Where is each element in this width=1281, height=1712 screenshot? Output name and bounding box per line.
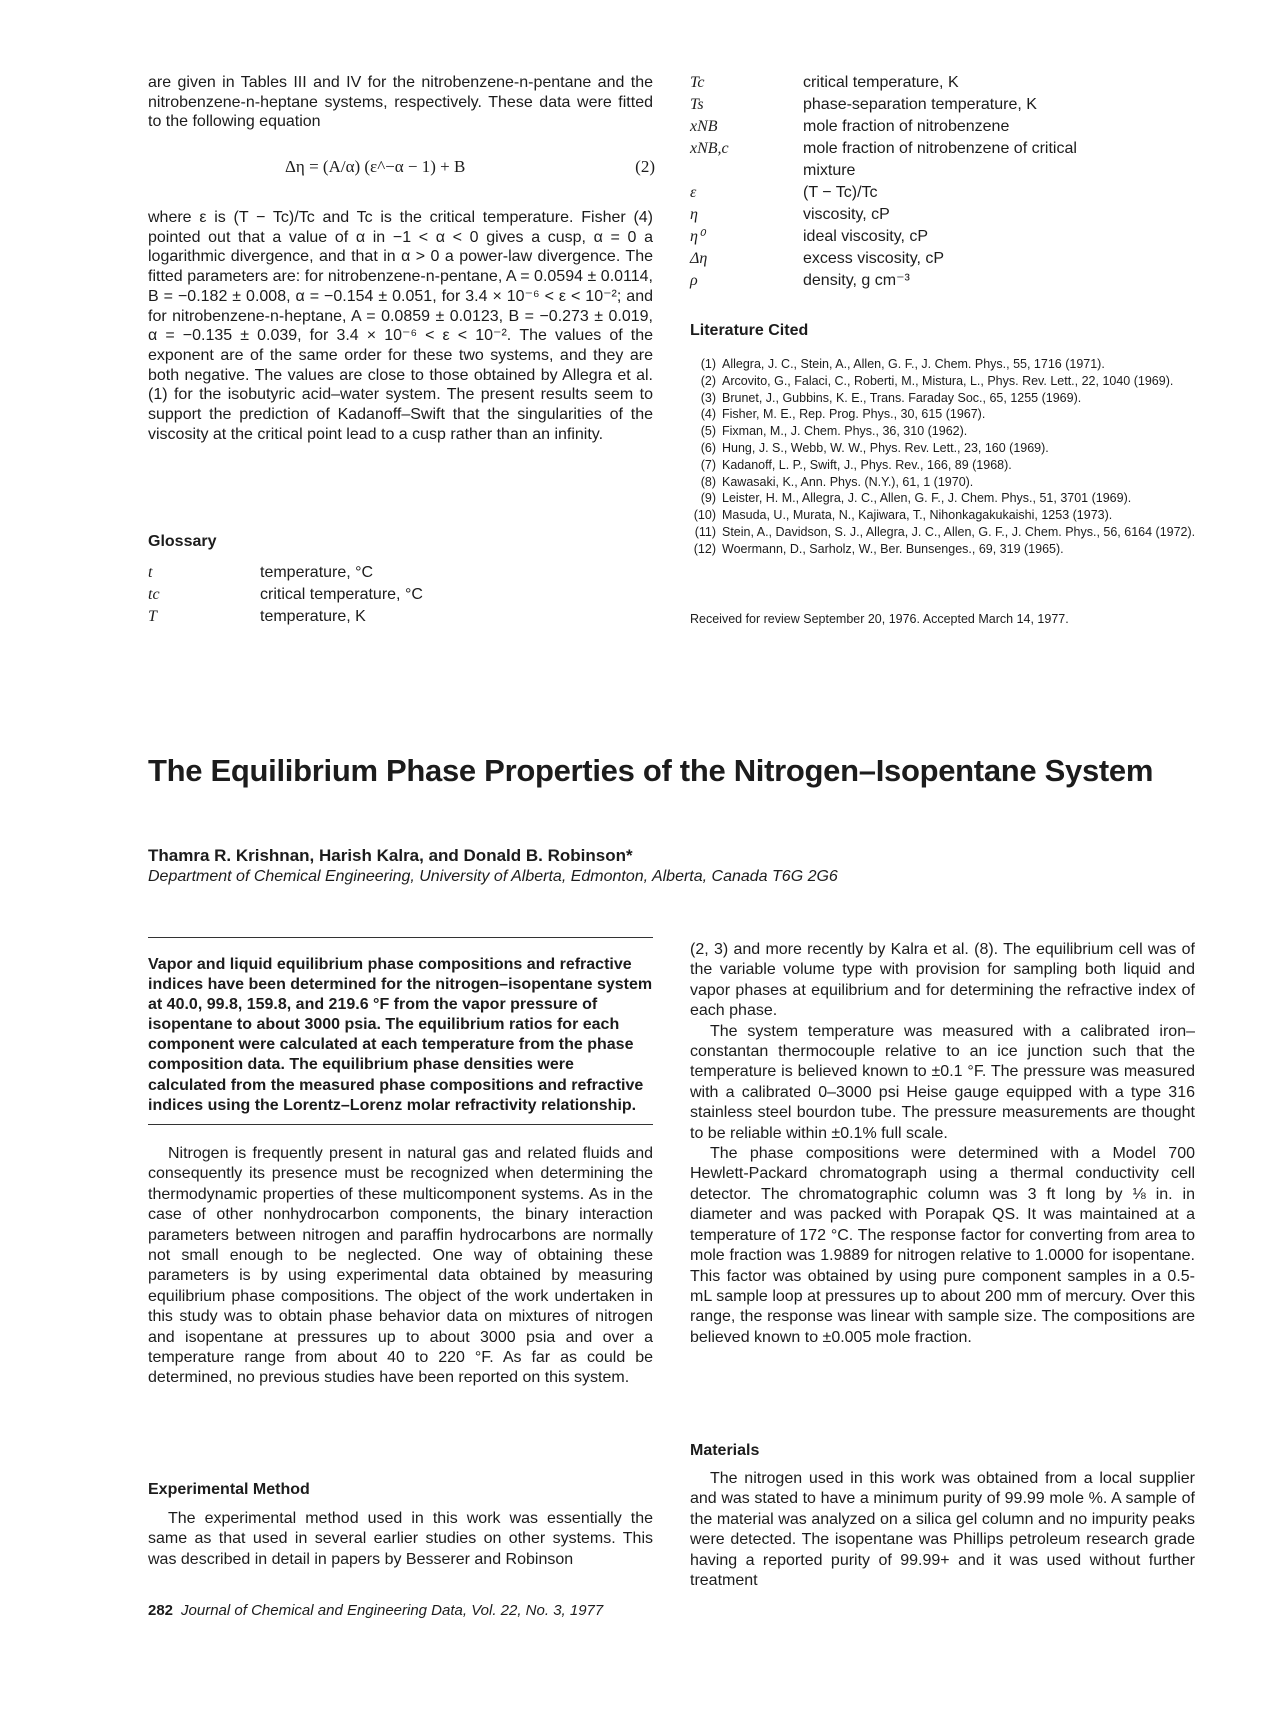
glossary-definition: mole fraction of nitrobenzene: [803, 118, 1010, 135]
journal-citation: Journal of Chemical and Engineering Data, Vol. 22, No. 3, 1977: [181, 1602, 604, 1619]
glossary-definition: temperature, °C: [260, 564, 374, 581]
glossary-definition: phase-separation temperature, K: [803, 96, 1037, 113]
reference-number: (4): [700, 407, 716, 422]
reference-item: [683, 356, 1198, 373]
reference-item: [683, 406, 1198, 423]
reference-text: Kadanoff, L. P., Swift, J., Phys. Rev., 166, 89 (1968).: [722, 457, 1012, 472]
reference-text: Kawasaki, K., Ann. Phys. (N.Y.), 61, 1 (1970).: [722, 474, 974, 489]
left-column-parameters: [148, 208, 653, 444]
literature-list: [683, 356, 1198, 558]
glossary-symbol: ε: [690, 184, 697, 201]
glossary-symbol: tc: [148, 586, 160, 603]
reference-text: Woermann, D., Sarholz, W., Ber. Bunsenges., 69, 319 (1965).: [722, 541, 1064, 556]
glossary-definition: critical temperature, °C: [260, 586, 423, 603]
reference-text: Hung, J. S., Webb, W. W., Phys. Rev. Lett., 23, 160 (1969).: [722, 440, 1049, 455]
glossary-row: [690, 72, 1210, 94]
glossary-symbol: Δη: [690, 250, 708, 267]
reference-text: Brunet, J., Gubbins, K. E., Trans. Faraday Soc., 65, 1255 (1969).: [722, 390, 1082, 405]
reference-number: (5): [700, 424, 716, 439]
article-affiliation: Department of Chemical Engineering, University of Alberta, Edmonton, Alberta, Canada T6G 2G6: [148, 868, 838, 885]
reference-text: Arcovito, G., Falaci, C., Roberti, M., Mistura, L., Phys. Rev. Lett., 22, 1040 (1969).: [722, 373, 1174, 388]
equation-2: [285, 157, 655, 197]
left-column-top: [148, 73, 653, 132]
glossary-definition: (T − Tc)/Tc: [803, 184, 878, 201]
article-title: The Equilibrium Phase Properties of the Nitrogen–Isopentane System: [148, 753, 1154, 788]
literature-heading: Literature Cited: [690, 322, 809, 339]
glossary-definition: mole fraction of nitrobenzene of critical mixture: [803, 140, 1077, 179]
reference-number: (2): [700, 373, 716, 388]
parameters-paragraph: where ε is (T − Tc)/Tc and Tc is the critical temperature. Fisher (4) pointed out that a value of α in −1 < α < 0 gives a cusp, α = 0 a logarithmic divergence, and that in α > 0 a power-law divergence. The fitted parameters are: for nitrobenzene-n-pentane, A = 0.0594 ± 0.0114, B = −0.182 ± 0.008, α = −0.154 ± 0.051, for 3.4 × 10⁻⁶ < ε < 10⁻²; and for nitrobenzene-n-heptane, A = 0.0859 ± 0.0123, B = −0.273 ± 0.019, α = −0.135 ± 0.039, for 3.4 × 10⁻⁶ < ε < 10⁻². The values of the exponent are of the same order for these two systems, and they are both negative. The values are close to those obtained by Allegra et al. (1) for the isobutyric acid–water system. The present results seem to support the prediction of Kadanoff–Swift that the singularities of the viscosity at the critical point lead to a cusp rather than an infinity.: [148, 209, 653, 443]
introduction: [148, 1144, 653, 1389]
reference-item: [683, 474, 1198, 491]
reference-item: [683, 507, 1198, 524]
reference-item: [683, 490, 1198, 507]
glossary-row: [690, 182, 1210, 204]
glossary-right: [690, 72, 1210, 292]
experimental-continued: (2, 3) and more recently by Kalra et al. (8). The equilibrium cell was of the variable volume type with provision for sampling both liquid and vapor phases at equilibrium and for determining the refractive index of each phase.: [690, 941, 1195, 1020]
glossary-symbol: xNB: [690, 118, 718, 135]
glossary-row: [690, 138, 1210, 182]
reference-item: [683, 373, 1198, 390]
experimental-heading: Experimental Method: [148, 1481, 310, 1498]
glossary-left: [148, 562, 653, 628]
reference-item: [683, 524, 1198, 541]
glossary-row: [148, 584, 653, 606]
reference-number: (11): [694, 524, 716, 539]
glossary-heading: Glossary: [148, 533, 217, 550]
glossary-symbol: T: [148, 608, 157, 625]
article-authors: Thamra R. Krishnan, Harish Kalra, and Donald B. Robinson*: [148, 846, 633, 865]
glossary-symbol: η⁰: [690, 228, 705, 245]
chromatograph-paragraph: The phase compositions were determined with a Model 700 Hewlett-Packard chromatograph using a thermal conductivity cell detector. The chromatographic column was 3 ft long by ⅛ in. in diameter and was packed with Porapak QS. It was maintained at a temperature of 172 °C. The response factor for converting from area to mole fraction was 1.9889 for nitrogen relative to 1.0000 for isopentane. This factor was obtained by using pure component samples in a 0.5-mL sample loop at pressures up to about 200 mm of mercury. Over this range, the response was linear with sample size. The compositions are believed known to ±0.005 mole fraction.: [690, 1145, 1195, 1346]
glossary-row: [148, 606, 653, 628]
equation-expression: Δη = (A/α) (ε^−α − 1) + B: [285, 157, 466, 176]
abstract-bottom-rule: [148, 1124, 653, 1125]
glossary-symbol: ρ: [690, 272, 698, 289]
glossary-definition: temperature, K: [260, 608, 366, 625]
reference-text: Fisher, M. E., Rep. Prog. Phys., 30, 615 (1967).: [722, 407, 986, 422]
glossary-definition: excess viscosity, cP: [803, 250, 945, 267]
glossary-definition: density, g cm⁻³: [803, 272, 910, 289]
reference-text: Fixman, M., J. Chem. Phys., 36, 310 (1962).: [722, 424, 968, 439]
intro-paragraph: Nitrogen is frequently present in natural gas and related fluids and consequently its presence must be recognized when determining the thermodynamic properties of these multicomponent systems. As in the case of other nonhydrocarbon components, the binary interaction parameters between nitrogen and paraffin hydrocarbons are normally not small enough to be neglected. One way of obtaining these parameters is by using experimental data obtained by measuring equilibrium phase compositions. The object of the work undertaken in this study was to obtain phase behavior data on mixtures of nitrogen and isopentane at pressures up to about 3000 psia and over a temperature range from about 40 to 220 °F. As far as could be determined, no previous studies have been reported on this system.: [148, 1145, 653, 1387]
materials-heading: Materials: [690, 1442, 760, 1459]
reference-item: [683, 457, 1198, 474]
glossary-symbol: xNB,c: [690, 140, 729, 157]
reference-number: (9): [700, 491, 716, 506]
page-footer: [148, 1602, 603, 1619]
reference-text: Allegra, J. C., Stein, A., Allen, G. F., J. Chem. Phys., 55, 1716 (1971).: [722, 357, 1105, 371]
glossary-row: [690, 116, 1210, 138]
reference-number: (3): [700, 390, 716, 405]
abstract-top-rule: [148, 937, 653, 938]
materials: [690, 1469, 1195, 1591]
glossary-row: [690, 94, 1210, 116]
reference-number: (7): [700, 457, 716, 472]
glossary-symbol: t: [148, 564, 153, 581]
experimental-left: [148, 1509, 653, 1570]
reference-text: Stein, A., Davidson, S. J., Allegra, J. C., Allen, G. F., J. Chem. Phys., 56, 6164 (1972).: [722, 524, 1196, 539]
received-note: Received for review September 20, 1976. Accepted March 14, 1977.: [690, 612, 1069, 626]
reference-number: (12): [693, 541, 716, 556]
glossary-row: [690, 204, 1210, 226]
glossary-symbol: η: [690, 206, 698, 223]
glossary-row: [690, 248, 1210, 270]
experimental-right: [690, 940, 1195, 1348]
reference-number: (1): [700, 357, 716, 371]
experimental-paragraph: The experimental method used in this work was essentially the same as that used in several earlier studies on other systems. This was described in detail in papers by Besserer and Robinson: [148, 1510, 653, 1568]
glossary-definition: ideal viscosity, cP: [803, 228, 929, 245]
materials-paragraph: The nitrogen used in this work was obtained from a local supplier and was stated to have a minimum purity of 99.99 mole %. A sample of the material was analyzed on a silica gel column and no impurity peaks were detected. The isopentane was Phillips petroleum research grade having a reported purity of 99.99+ and it was used without further treatment: [690, 1470, 1195, 1590]
reference-number: (6): [700, 440, 716, 455]
abstract: Vapor and liquid equilibrium phase compositions and refractive indices have been determined for the nitrogen–isopentane system at 40.0, 99.8, 159.8, and 219.6 °F from the vapor pressure of isopentane to about 3000 psia. The equilibrium ratios for each component were calculated at each temperature from the phase composition data. The equilibrium phase densities were calculated from the measured phase compositions and refractive indices using the Lorentz–Lorenz molar refractivity relationship.: [148, 956, 653, 1114]
glossary-symbol: Ts: [690, 96, 704, 113]
glossary-definition: viscosity, cP: [803, 206, 890, 223]
reference-item: [683, 541, 1198, 558]
glossary-row: [148, 562, 653, 584]
glossary-symbol: Tc: [690, 74, 705, 91]
page-number: 282: [148, 1602, 174, 1619]
reference-number: (8): [700, 474, 716, 489]
reference-text: Leister, H. M., Allegra, J. C., Allen, G. F., J. Chem. Phys., 51, 3701 (1969).: [722, 491, 1132, 506]
equation-number: (2): [635, 157, 655, 176]
reference-item: [683, 390, 1198, 407]
glossary-row: [690, 226, 1210, 248]
reference-item: [683, 423, 1198, 440]
continued-paragraph: are given in Tables III and IV for the nitrobenzene-n-pentane and the nitrobenzene-n-heptane systems, respectively. These data were fitted to the following equation: [148, 74, 653, 131]
reference-text: Masuda, U., Murata, N., Kajiwara, T., Nihonkagakukaishi, 1253 (1973).: [722, 508, 1113, 523]
glossary-row: [690, 270, 1210, 292]
temperature-paragraph: The system temperature was measured with a calibrated iron–constantan thermocouple relative to an ice junction such that the temperature is believed known to ±0.1 °F. The pressure was measured with a calibrated 0–3000 psi Heise gauge equipped with a type 316 stainless steel bourdon tube. The pressure measurements are thought to be reliable within ±0.1% full scale.: [690, 1022, 1195, 1142]
reference-item: [683, 440, 1198, 457]
reference-number: (10): [693, 508, 716, 523]
glossary-definition: critical temperature, K: [803, 74, 959, 91]
